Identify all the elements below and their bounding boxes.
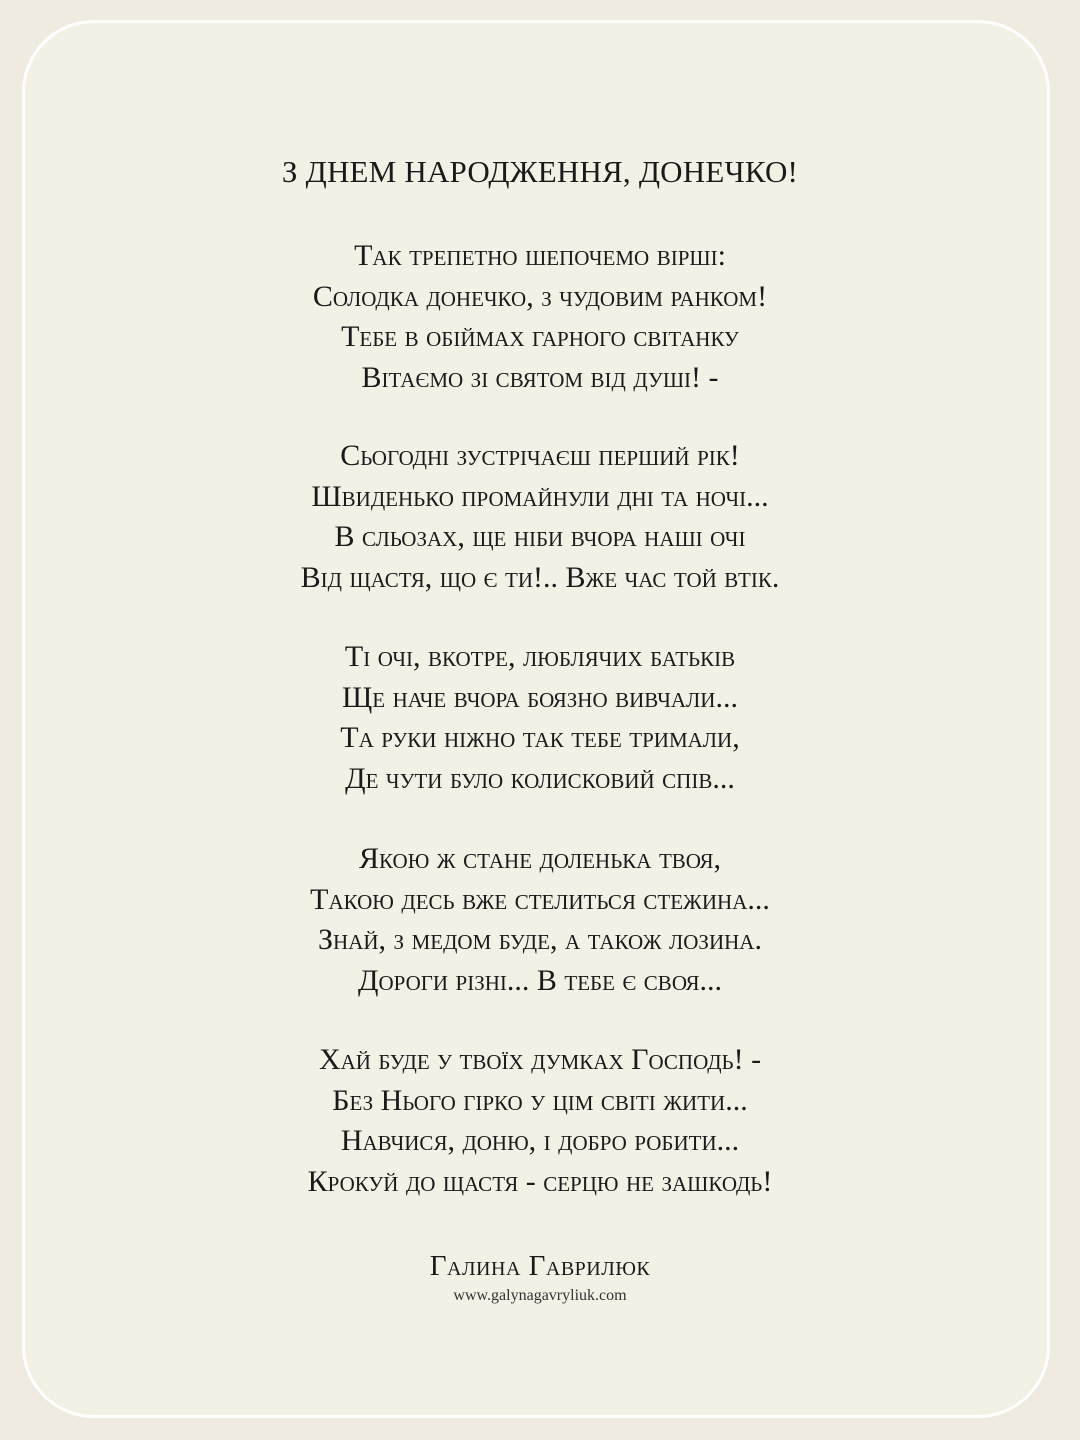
poem-line: Де чути було колисковий спів... — [345, 761, 735, 795]
poem-author: Галина Гаврилюк — [429, 1250, 651, 1282]
author-website: www.galynagavryliuk.com — [453, 1287, 627, 1304]
poem-line: В сльозах, ще ніби вчора наші очі — [334, 520, 746, 553]
poem-title: З ДНЕМ НАРОДЖЕННЯ, ДОНЕЧКО! — [281, 154, 799, 189]
poem-line: Ті очі, вкотре, люблячих батьків — [344, 640, 736, 673]
stanza-1 — [0, 236, 1080, 398]
poem-line: Тебе в обіймах гарного світанку — [341, 320, 739, 353]
poem-line: Навчися, доню, і добро робити... — [340, 1124, 740, 1157]
poem-line: Знай, з медом буде, а також лозина. — [318, 923, 762, 956]
poem-line: Від щастя, що є ти!.. Вже час той втік. — [300, 560, 780, 594]
poem-line: Швиденько промайнули дні та ночі... — [311, 479, 769, 513]
poem-line: Та руки ніжно так тебе тримали, — [340, 721, 740, 754]
poem-line: Вітаємо зі святом від душі! - — [361, 360, 719, 394]
poem-line: Сьогодні зустрічаєш перший рік! — [340, 439, 740, 472]
stanza-3 — [0, 637, 1080, 799]
poem-line: Дороги різні... В тебе є своя... — [358, 963, 722, 997]
poem-line: Хай буде у твоїх думках Господь! - — [318, 1043, 762, 1076]
poem-line: Солодка донечко, з чудовим ранком! — [312, 279, 768, 313]
poem-line: Без Нього гірко у цім світі жити... — [332, 1083, 748, 1117]
stanza-5 — [0, 1040, 1080, 1202]
stanza-2 — [0, 436, 1080, 598]
poem-line: Такою десь вже стелиться стежина... — [310, 882, 770, 916]
poem-line: Якою ж стане доленька твоя, — [359, 842, 721, 875]
poem-line: Крокуй до щастя - серцю не зашкодь! — [307, 1164, 773, 1198]
poem-line: Ще наче вчора боязно вивчали... — [342, 680, 738, 714]
stanza-4 — [0, 839, 1080, 1001]
poem-line: Так трепетно шепочемо вірші: — [354, 239, 726, 272]
